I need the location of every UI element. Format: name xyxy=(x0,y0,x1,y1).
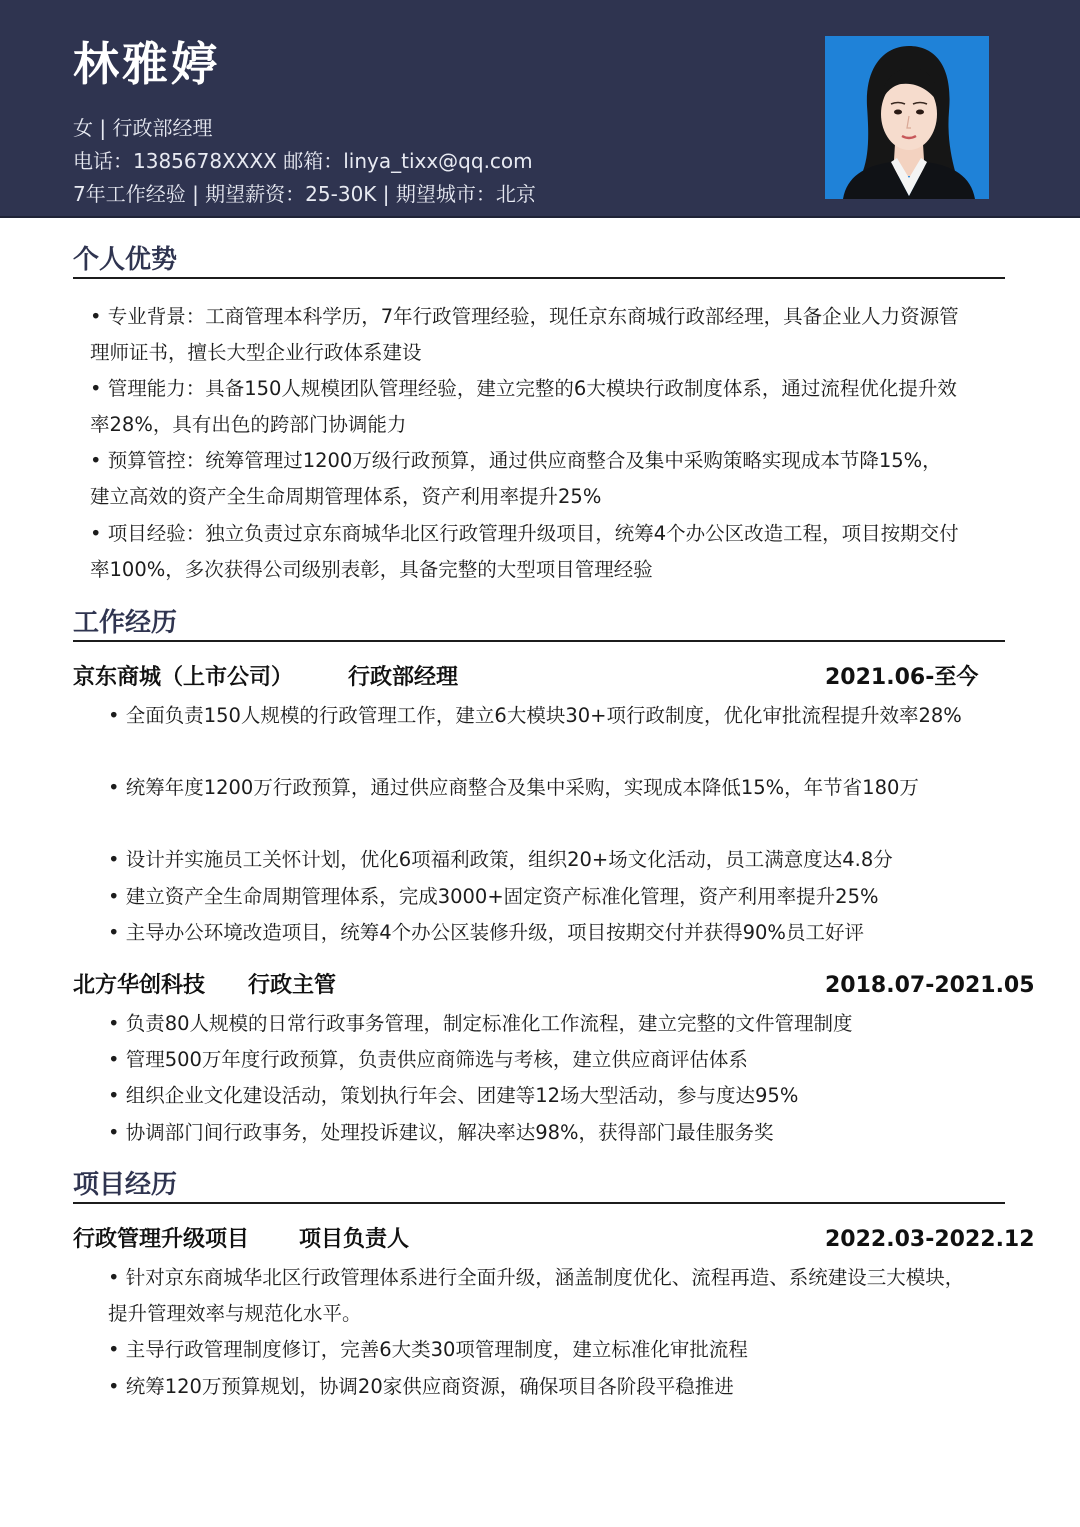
job-company: 北方华创科技 xyxy=(73,973,206,998)
job-date: 2021.06-至今 xyxy=(825,665,979,690)
portrait-illustration xyxy=(825,36,989,199)
project-name: 行政管理升级项目 xyxy=(73,1227,250,1252)
portrait-photo xyxy=(825,36,989,199)
section-title-advantages: 个人优势 xyxy=(73,245,178,275)
contact-info: 电话：1385678XXXX 邮箱：linya_tixx@qq.com xyxy=(73,149,533,173)
job-role: 行政主管 xyxy=(248,973,337,998)
advantage-item: • 专业背景：工商管理本科学历，7年行政管理经验，现任京东商城行政部经理，具备企业人力资源管理师证书，擅长大型企业行政体系建设 xyxy=(90,305,959,364)
advantage-item: • 预算管控：统筹管理过1200万级行政预算，通过供应商整合及集中采购策略实现成本节降15%，建立高效的资产全生命周期管理体系，资产利用率提升25% xyxy=(90,449,942,508)
job-bullet: • 设计并实施员工关怀计划，优化6项福利政策，组织20+场文化活动，员工满意度达4.8分 xyxy=(108,848,893,871)
project-role: 项目负责人 xyxy=(299,1227,410,1252)
section-title-projects: 项目经历 xyxy=(73,1170,178,1200)
section-title-work: 工作经历 xyxy=(73,608,178,638)
job-expectations: 7年工作经验 | 期望薪资：25-30K | 期望城市：北京 xyxy=(73,182,536,206)
job-bullet: • 主导办公环境改造项目，统筹4个办公区装修升级，项目按期交付并获得90%员工好评 xyxy=(108,921,864,944)
project-bullet: • 针对京东商城华北区行政管理体系进行全面升级，涵盖制度优化、流程再造、系统建设三大模块，提升管理效率与规范化水平。 xyxy=(108,1266,965,1325)
project-date: 2022.03-2022.12 xyxy=(825,1227,1035,1252)
section-divider xyxy=(73,277,1005,279)
job-header xyxy=(73,968,1033,1004)
candidate-name: 林雅婷 xyxy=(73,37,220,91)
job-date: 2018.07-2021.05 xyxy=(825,973,1035,998)
job-bullet: • 管理500万年度行政预算，负责供应商筛选与考核，建立供应商评估体系 xyxy=(108,1048,748,1071)
advantage-item: • 项目经验：独立负责过京东商城华北区行政管理升级项目，统筹4个办公区改造工程，项目按期交付率100%，多次获得公司级别表彰，具备完整的大型项目管理经验 xyxy=(90,522,959,581)
job-bullet: • 负责80人规模的日常行政事务管理，制定标准化工作流程，建立完整的文件管理制度 xyxy=(108,1012,853,1035)
job-bullet: • 建立资产全生命周期管理体系，完成3000+固定资产标准化管理，资产利用率提升25% xyxy=(108,885,879,908)
job-role: 行政部经理 xyxy=(348,665,459,690)
project-header xyxy=(73,1222,1033,1258)
job-header xyxy=(73,660,1033,696)
section-divider xyxy=(73,640,1005,642)
gender-title: 女 | 行政部经理 xyxy=(73,116,213,140)
project-bullet: • 统筹120万预算规划，协调20家供应商资源，确保项目各阶段平稳推进 xyxy=(108,1375,734,1398)
job-company: 京东商城（上市公司） xyxy=(73,665,294,690)
job-bullet: • 协调部门间行政事务，处理投诉建议，解决率达98%，获得部门最佳服务奖 xyxy=(108,1121,774,1144)
job-bullet: • 统筹年度1200万行政预算，通过供应商整合及集中采购，实现成本降低15%，年节省180万 xyxy=(108,776,919,799)
job-bullet: • 组织企业文化建设活动，策划执行年会、团建等12场大型活动，参与度达95% xyxy=(108,1084,799,1107)
resume-header xyxy=(0,0,1080,218)
advantage-item: • 管理能力：具备150人规模团队管理经验，建立完整的6大模块行政制度体系，通过流程优化提升效率28%，具有出色的跨部门协调能力 xyxy=(90,377,957,436)
project-bullet: • 主导行政管理制度修订，完善6大类30项管理制度，建立标准化审批流程 xyxy=(108,1338,748,1361)
job-bullet: • 全面负责150人规模的行政管理工作，建立6大模块30+项行政制度，优化审批流程提升效率28% xyxy=(108,704,962,727)
section-divider xyxy=(73,1202,1005,1204)
